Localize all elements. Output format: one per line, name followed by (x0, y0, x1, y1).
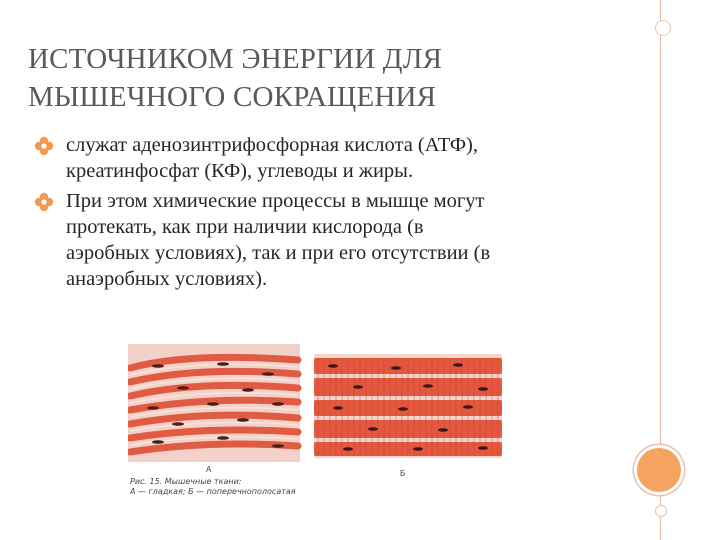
bullet-1-line-1: служат аденозинтрифосфорная кислота (АТФ), (66, 134, 478, 156)
bullet-2-line-2: протекать, как при наличии кислорода (в (66, 216, 424, 238)
figure-caption (130, 477, 296, 497)
bullet-2-line-3: аэробных условиях), так и при его отсутствии (в (66, 242, 491, 264)
smooth-muscle-image (128, 344, 300, 462)
figure-label-a: А (206, 465, 212, 474)
decorative-orange-circle (637, 448, 681, 492)
caption-line-1: Рис. 15. Мышечные ткани: (130, 477, 242, 486)
orange-flower-icon (34, 192, 54, 212)
title-line-1: ИСТОЧНИКОМ ЭНЕРГИИ ДЛЯ (28, 43, 443, 75)
caption-line-2: А — гладкая; Б — поперечнополосатая (130, 487, 296, 496)
decorative-circle-bottom (655, 505, 667, 517)
bullet-2-line-4: анаэробных условиях). (66, 268, 268, 290)
bullet-item-1 (34, 132, 634, 184)
striated-muscle-image (314, 354, 502, 458)
bullet-1-line-2: креатинфосфат (КФ), углеводы и жиры. (66, 160, 414, 182)
bullet-2-line-1: При этом химические процессы в мышце могут (66, 190, 485, 212)
slide-title (28, 40, 628, 116)
figure-label-b: Б (400, 469, 406, 478)
orange-flower-icon (34, 136, 54, 156)
bullet-item-2 (34, 188, 634, 292)
bullet-list (34, 132, 634, 296)
title-line-2: МЫШЕЧНОГО СОКРАЩЕНИЯ (28, 81, 437, 113)
decorative-circle-top (655, 20, 671, 36)
